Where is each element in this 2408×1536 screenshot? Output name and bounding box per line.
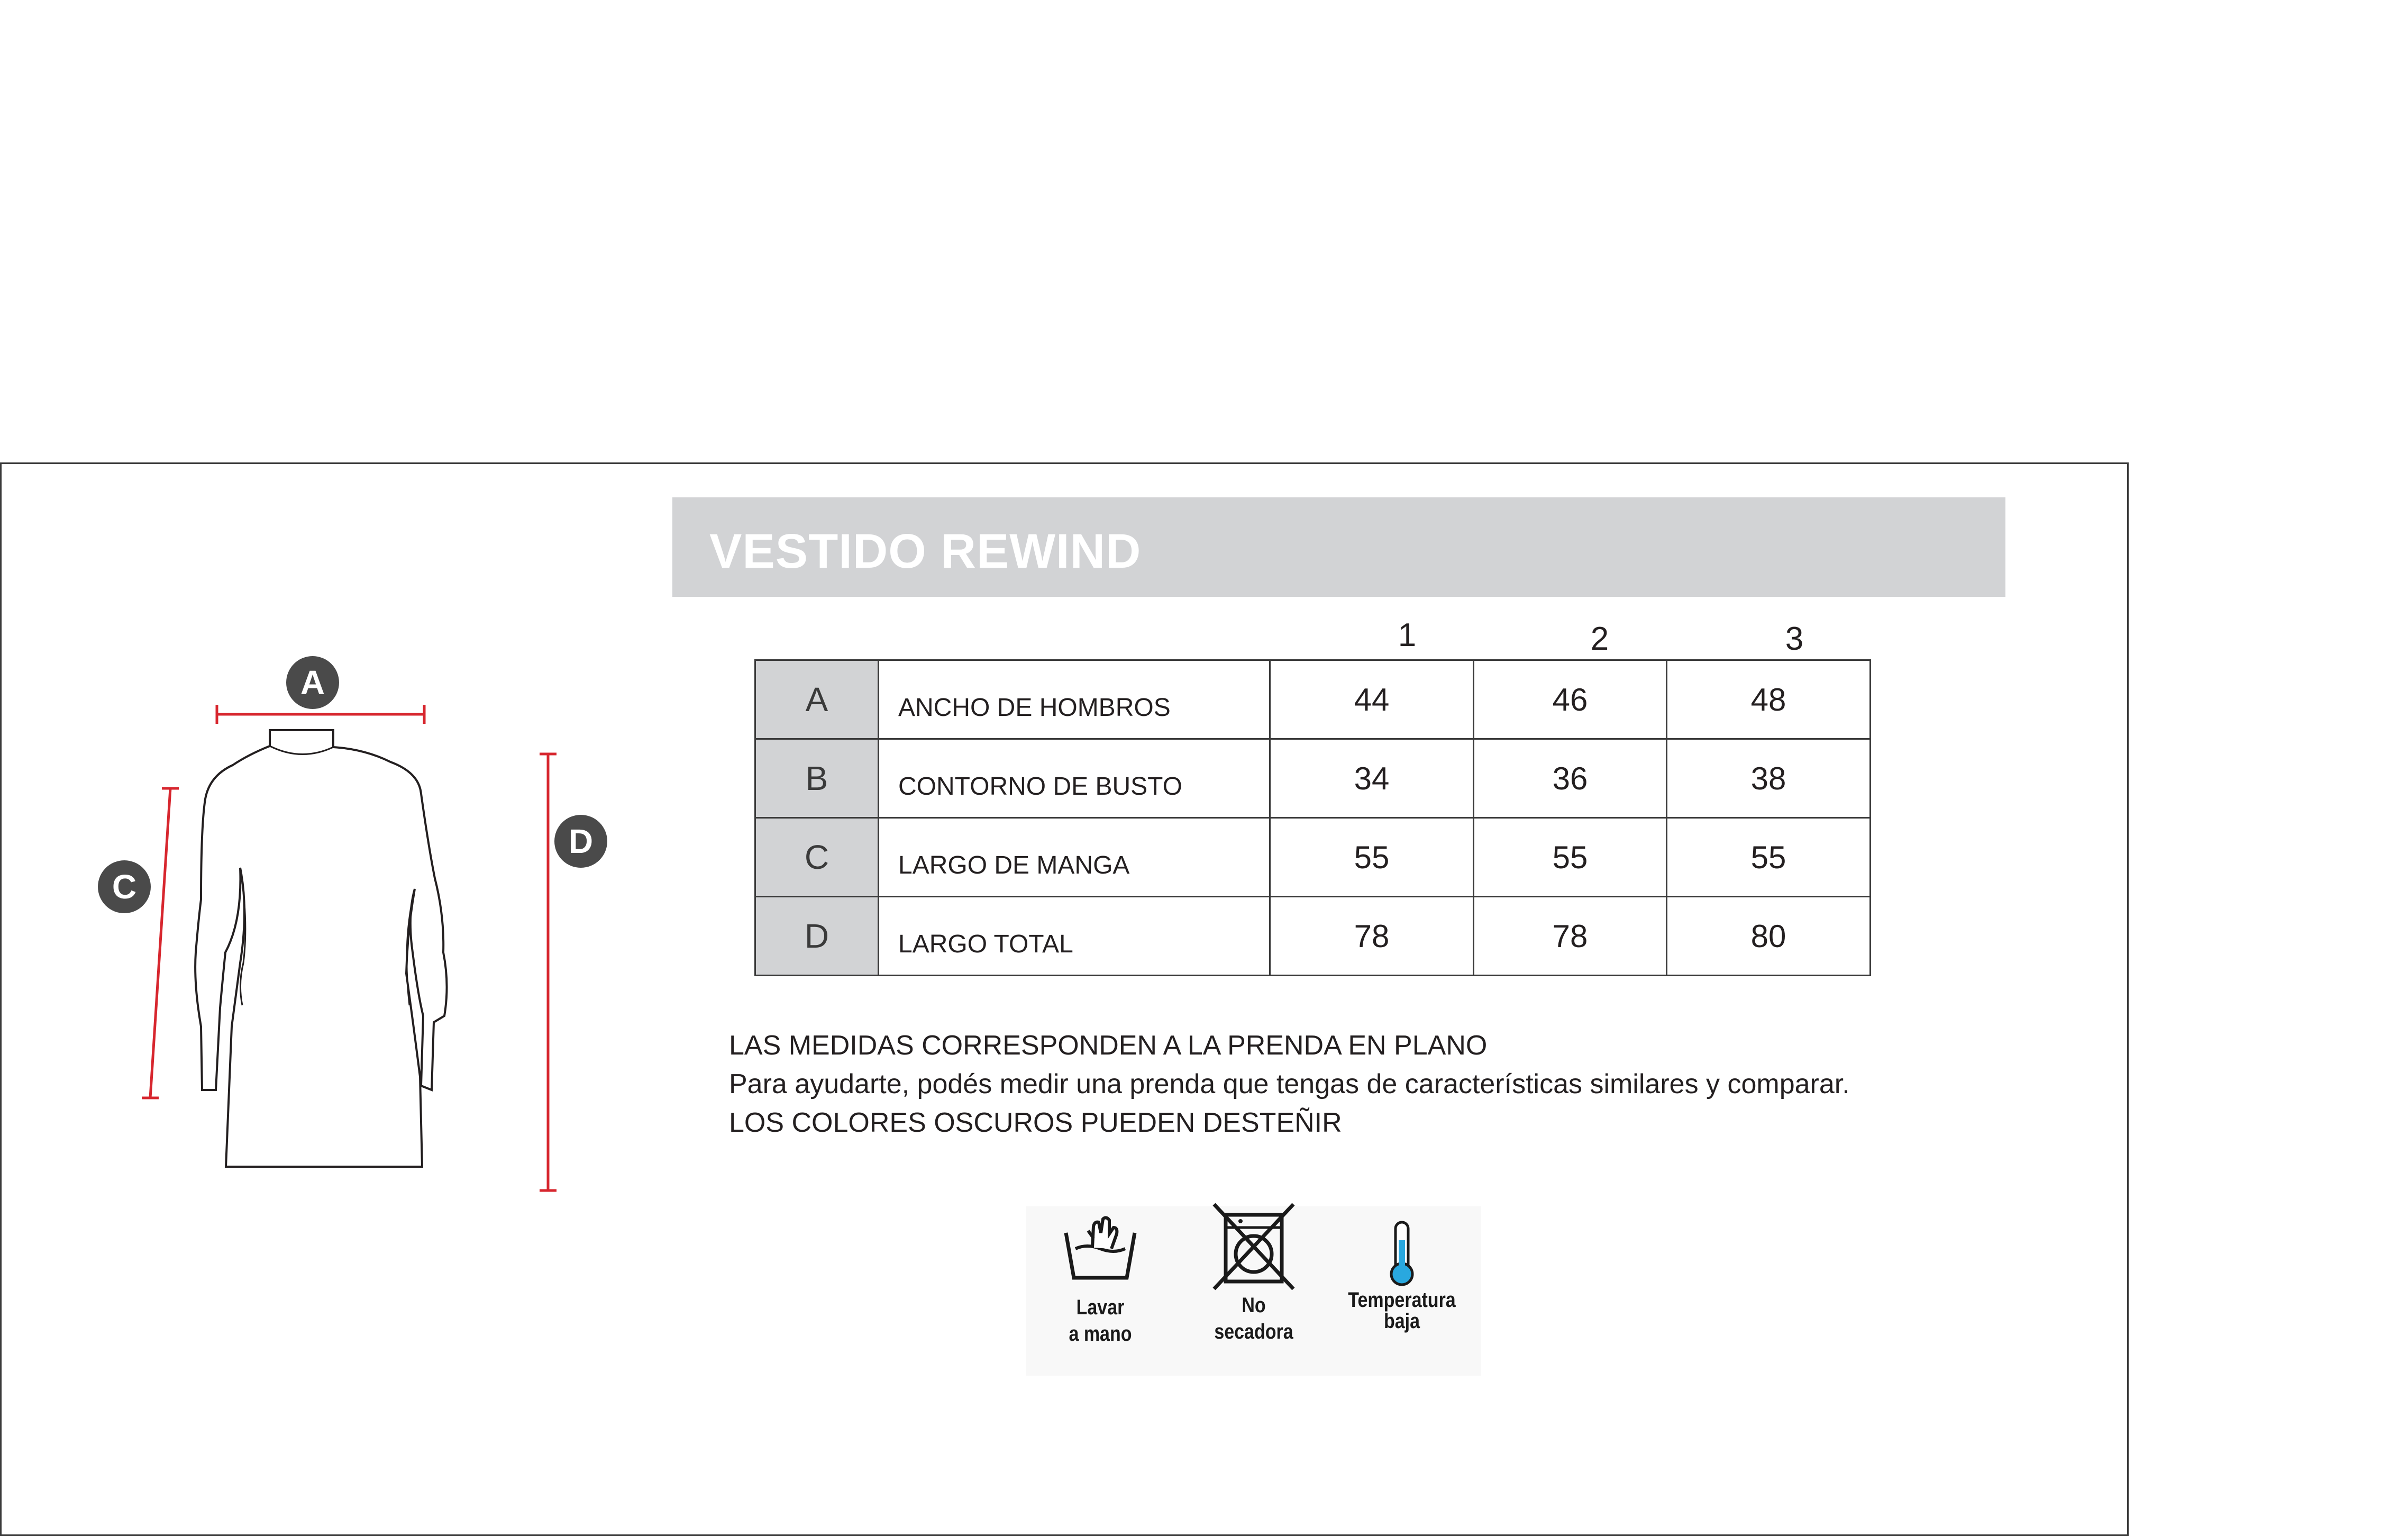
table-row [755,660,1871,739]
measure-line-c [150,788,170,1098]
row-letter: A [755,660,879,739]
hand-wash-icon [1050,1206,1151,1291]
row-value: 44 [1270,660,1474,739]
no-tumble-dry-icon [1203,1199,1304,1294]
title-bar [672,497,2005,597]
note-flat-measure: LAS MEDIDAS CORRESPONDEN A LA PRENDA EN PLANO [729,1030,1488,1061]
row-value: 46 [1474,660,1667,739]
row-measure: ANCHO DE HOMBROS [879,660,1270,739]
row-value: 80 [1667,897,1871,976]
care-item [1180,1199,1328,1345]
row-measure: CONTORNO DE BUSTO [879,739,1270,818]
row-value: 55 [1474,818,1667,897]
row-measure: LARGO DE MANGA [879,818,1270,897]
row-letter: B [755,739,879,818]
care-label: Lavar a mano [1069,1296,1132,1346]
page-title: VESTIDO REWIND [709,524,1142,578]
row-value: 78 [1474,897,1667,976]
badge-a: A [286,656,339,709]
row-measure: LARGO TOTAL [879,897,1270,976]
badge-c: C [98,860,151,913]
note-compare: Para ayudarte, podés medir una prenda que tengas de características similares y comparar. [729,1069,1850,1099]
dress-outline [195,730,446,1167]
care-item [1026,1206,1174,1347]
size-table [754,659,1871,976]
row-value: 48 [1667,660,1871,739]
row-value: 78 [1270,897,1474,976]
care-label: Temperatura baja [1348,1288,1456,1333]
row-value: 36 [1474,739,1667,818]
row-value: 38 [1667,739,1871,818]
badge-d: D [554,815,607,868]
care-instructions [1026,1206,1481,1376]
care-label: No secadora [1214,1294,1293,1343]
notes-block [729,1026,1850,1142]
size-header-2: 2 [1590,621,1609,657]
note-color-fade: LOS COLORES OSCUROS PUEDEN DESTEÑIR [729,1107,1342,1138]
thermometer-icon [1370,1206,1434,1291]
row-value: 34 [1270,739,1474,818]
table-row [755,897,1871,976]
row-value: 55 [1270,818,1474,897]
row-letter: D [755,897,879,976]
row-value: 55 [1667,818,1871,897]
table-row [755,739,1871,818]
row-letter: C [755,818,879,897]
garment-diagram [90,656,577,1212]
table-row [755,818,1871,897]
size-header-1: 1 [1398,617,1417,653]
size-header-3: 3 [1785,621,1804,657]
care-item [1328,1206,1476,1334]
